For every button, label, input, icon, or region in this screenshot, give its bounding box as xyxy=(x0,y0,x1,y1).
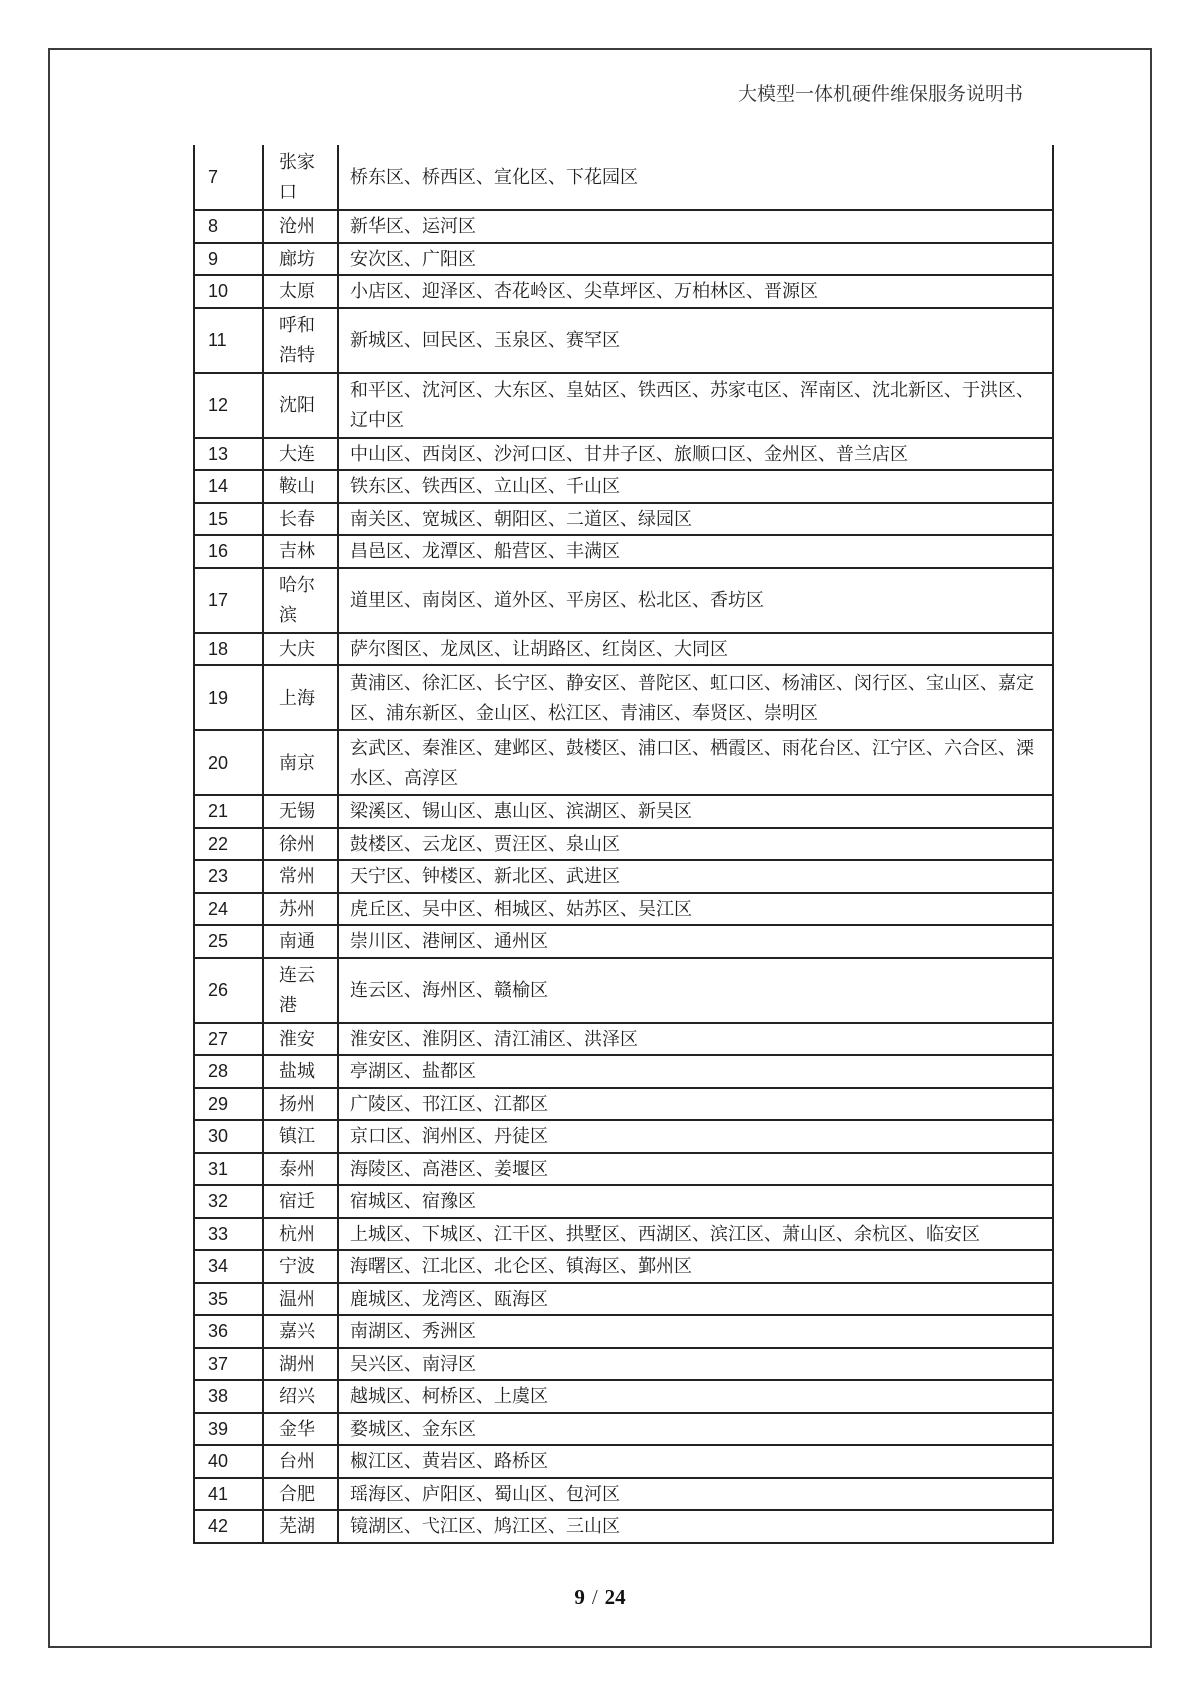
table-row xyxy=(194,1478,1053,1511)
city-cell: 镇江 xyxy=(263,1120,338,1153)
districts-cell: 海曙区、江北区、北仑区、镇海区、鄞州区 xyxy=(338,1250,1053,1283)
districts-cell: 小店区、迎泽区、杏花岭区、尖草坪区、万柏林区、晋源区 xyxy=(338,275,1053,308)
row-number-cell: 19 xyxy=(194,665,263,730)
city-cell: 合肥 xyxy=(263,1478,338,1511)
table-row xyxy=(194,210,1053,243)
table-row xyxy=(194,308,1053,373)
table-row xyxy=(194,828,1053,861)
districts-cell: 新华区、运河区 xyxy=(338,210,1053,243)
districts-cell: 梁溪区、锡山区、惠山区、滨湖区、新吴区 xyxy=(338,795,1053,828)
table-row xyxy=(194,275,1053,308)
row-number-cell: 34 xyxy=(194,1250,263,1283)
districts-cell: 淮安区、淮阴区、清江浦区、洪泽区 xyxy=(338,1023,1053,1056)
table-row xyxy=(194,1348,1053,1381)
city-cell: 南通 xyxy=(263,925,338,958)
table-row xyxy=(194,1380,1053,1413)
city-cell: 吉林 xyxy=(263,535,338,568)
footer-page-separator: / xyxy=(591,1585,598,1609)
row-number-cell: 23 xyxy=(194,860,263,893)
row-number-cell: 12 xyxy=(194,373,263,438)
city-cell: 宿迁 xyxy=(263,1185,338,1218)
table-row xyxy=(194,243,1053,276)
table-row xyxy=(194,568,1053,633)
table-row xyxy=(194,1055,1053,1088)
row-number-cell: 36 xyxy=(194,1315,263,1348)
row-number-cell: 15 xyxy=(194,503,263,536)
districts-cell: 中山区、西岗区、沙河口区、甘井子区、旅顺口区、金州区、普兰店区 xyxy=(338,438,1053,471)
districts-cell: 瑶海区、庐阳区、蜀山区、包河区 xyxy=(338,1478,1053,1511)
table-row xyxy=(194,438,1053,471)
city-cell: 无锡 xyxy=(263,795,338,828)
table-row xyxy=(194,1250,1053,1283)
districts-cell: 天宁区、钟楼区、新北区、武进区 xyxy=(338,860,1053,893)
row-number-cell: 40 xyxy=(194,1445,263,1478)
row-number-cell: 33 xyxy=(194,1218,263,1251)
table-row xyxy=(194,1088,1053,1121)
row-number-cell: 8 xyxy=(194,210,263,243)
row-number-cell: 17 xyxy=(194,568,263,633)
districts-cell: 安次区、广阳区 xyxy=(338,243,1053,276)
table-row xyxy=(194,145,1053,210)
districts-cell: 海陵区、高港区、姜堰区 xyxy=(338,1153,1053,1186)
header-title: 大模型一体机硬件维保服务说明书 xyxy=(737,84,1023,105)
districts-cell: 婺城区、金东区 xyxy=(338,1413,1053,1446)
row-number-cell: 7 xyxy=(194,145,263,210)
districts-cell: 吴兴区、南浔区 xyxy=(338,1348,1053,1381)
districts-cell: 鹿城区、龙湾区、瓯海区 xyxy=(338,1283,1053,1316)
row-number-cell: 31 xyxy=(194,1153,263,1186)
city-cell: 苏州 xyxy=(263,893,338,926)
table-row xyxy=(194,1218,1053,1251)
districts-cell: 萨尔图区、龙凤区、让胡路区、红岗区、大同区 xyxy=(338,633,1053,666)
row-number-cell: 11 xyxy=(194,308,263,373)
row-number-cell: 9 xyxy=(194,243,263,276)
table-row xyxy=(194,1510,1053,1543)
table-row xyxy=(194,795,1053,828)
city-cell: 杭州 xyxy=(263,1218,338,1251)
city-cell: 沈阳 xyxy=(263,373,338,438)
districts-cell: 连云区、海州区、赣榆区 xyxy=(338,958,1053,1023)
table-row xyxy=(194,860,1053,893)
city-cell: 绍兴 xyxy=(263,1380,338,1413)
city-cell: 宁波 xyxy=(263,1250,338,1283)
districts-cell: 越城区、柯桥区、上虞区 xyxy=(338,1380,1053,1413)
districts-cell: 南湖区、秀洲区 xyxy=(338,1315,1053,1348)
row-number-cell: 30 xyxy=(194,1120,263,1153)
city-cell: 上海 xyxy=(263,665,338,730)
table-row xyxy=(194,373,1053,438)
districts-cell: 虎丘区、吴中区、相城区、姑苏区、吴江区 xyxy=(338,893,1053,926)
row-number-cell: 24 xyxy=(194,893,263,926)
city-cell: 南京 xyxy=(263,730,338,795)
city-cell: 长春 xyxy=(263,503,338,536)
row-number-cell: 20 xyxy=(194,730,263,795)
page-footer xyxy=(0,1585,1200,1610)
city-cell: 芜湖 xyxy=(263,1510,338,1543)
city-cell: 扬州 xyxy=(263,1088,338,1121)
row-number-cell: 41 xyxy=(194,1478,263,1511)
districts-cell: 南关区、宽城区、朝阳区、二道区、绿园区 xyxy=(338,503,1053,536)
city-cell: 温州 xyxy=(263,1283,338,1316)
city-cell: 哈尔滨 xyxy=(263,568,338,633)
table-row xyxy=(194,1120,1053,1153)
districts-cell: 上城区、下城区、江干区、拱墅区、西湖区、滨江区、萧山区、余杭区、临安区 xyxy=(338,1218,1053,1251)
districts-cell: 和平区、沈河区、大东区、皇姑区、铁西区、苏家屯区、浑南区、沈北新区、于洪区、辽中区 xyxy=(338,373,1053,438)
city-cell: 太原 xyxy=(263,275,338,308)
city-cell: 大庆 xyxy=(263,633,338,666)
districts-cell: 椒江区、黄岩区、路桥区 xyxy=(338,1445,1053,1478)
city-cell: 鞍山 xyxy=(263,470,338,503)
city-cell: 张家口 xyxy=(263,145,338,210)
districts-cell: 崇川区、港闸区、通州区 xyxy=(338,925,1053,958)
city-district-table-body xyxy=(194,145,1053,1543)
city-cell: 徐州 xyxy=(263,828,338,861)
table-row xyxy=(194,1185,1053,1218)
city-cell: 常州 xyxy=(263,860,338,893)
table-row xyxy=(194,958,1053,1023)
districts-cell: 宿城区、宿豫区 xyxy=(338,1185,1053,1218)
row-number-cell: 21 xyxy=(194,795,263,828)
row-number-cell: 42 xyxy=(194,1510,263,1543)
row-number-cell: 14 xyxy=(194,470,263,503)
row-number-cell: 28 xyxy=(194,1055,263,1088)
districts-cell: 桥东区、桥西区、宣化区、下花园区 xyxy=(338,145,1053,210)
row-number-cell: 27 xyxy=(194,1023,263,1056)
districts-cell: 广陵区、邗江区、江都区 xyxy=(338,1088,1053,1121)
city-cell: 泰州 xyxy=(263,1153,338,1186)
districts-cell: 铁东区、铁西区、立山区、千山区 xyxy=(338,470,1053,503)
city-cell: 台州 xyxy=(263,1445,338,1478)
districts-cell: 玄武区、秦淮区、建邺区、鼓楼区、浦口区、栖霞区、雨花台区、江宁区、六合区、溧水区、高淳区 xyxy=(338,730,1053,795)
table-row xyxy=(194,665,1053,730)
row-number-cell: 10 xyxy=(194,275,263,308)
row-number-cell: 35 xyxy=(194,1283,263,1316)
table-row xyxy=(194,633,1053,666)
table-row xyxy=(194,535,1053,568)
city-cell: 嘉兴 xyxy=(263,1315,338,1348)
row-number-cell: 38 xyxy=(194,1380,263,1413)
city-cell: 廊坊 xyxy=(263,243,338,276)
city-cell: 盐城 xyxy=(263,1055,338,1088)
city-cell: 沧州 xyxy=(263,210,338,243)
row-number-cell: 37 xyxy=(194,1348,263,1381)
districts-cell: 京口区、润州区、丹徒区 xyxy=(338,1120,1053,1153)
row-number-cell: 26 xyxy=(194,958,263,1023)
table-row xyxy=(194,1445,1053,1478)
table-row xyxy=(194,503,1053,536)
table-row xyxy=(194,1023,1053,1056)
row-number-cell: 22 xyxy=(194,828,263,861)
city-district-table xyxy=(193,145,1054,1544)
districts-cell: 昌邑区、龙潭区、船营区、丰满区 xyxy=(338,535,1053,568)
row-number-cell: 16 xyxy=(194,535,263,568)
city-cell: 大连 xyxy=(263,438,338,471)
city-cell: 金华 xyxy=(263,1413,338,1446)
districts-cell: 亭湖区、盐都区 xyxy=(338,1055,1053,1088)
table-row xyxy=(194,1153,1053,1186)
row-number-cell: 39 xyxy=(194,1413,263,1446)
table-row xyxy=(194,925,1053,958)
footer-current-page: 9 xyxy=(574,1585,585,1609)
table-row xyxy=(194,1413,1053,1446)
table-row xyxy=(194,730,1053,795)
table-row xyxy=(194,470,1053,503)
row-number-cell: 29 xyxy=(194,1088,263,1121)
row-number-cell: 32 xyxy=(194,1185,263,1218)
footer-total-pages: 24 xyxy=(604,1585,626,1609)
row-number-cell: 13 xyxy=(194,438,263,471)
districts-cell: 道里区、南岗区、道外区、平房区、松北区、香坊区 xyxy=(338,568,1053,633)
city-cell: 淮安 xyxy=(263,1023,338,1056)
districts-cell: 新城区、回民区、玉泉区、赛罕区 xyxy=(338,308,1053,373)
table-row xyxy=(194,1315,1053,1348)
districts-cell: 鼓楼区、云龙区、贾汪区、泉山区 xyxy=(338,828,1053,861)
row-number-cell: 18 xyxy=(194,633,263,666)
districts-cell: 黄浦区、徐汇区、长宁区、静安区、普陀区、虹口区、杨浦区、闵行区、宝山区、嘉定区、浦东新区、金山区、松江区、青浦区、奉贤区、崇明区 xyxy=(338,665,1053,730)
city-cell: 呼和浩特 xyxy=(263,308,338,373)
row-number-cell: 25 xyxy=(194,925,263,958)
districts-cell: 镜湖区、弋江区、鸠江区、三山区 xyxy=(338,1510,1053,1543)
table-row xyxy=(194,893,1053,926)
city-cell: 连云港 xyxy=(263,958,338,1023)
city-cell: 湖州 xyxy=(263,1348,338,1381)
table-row xyxy=(194,1283,1053,1316)
